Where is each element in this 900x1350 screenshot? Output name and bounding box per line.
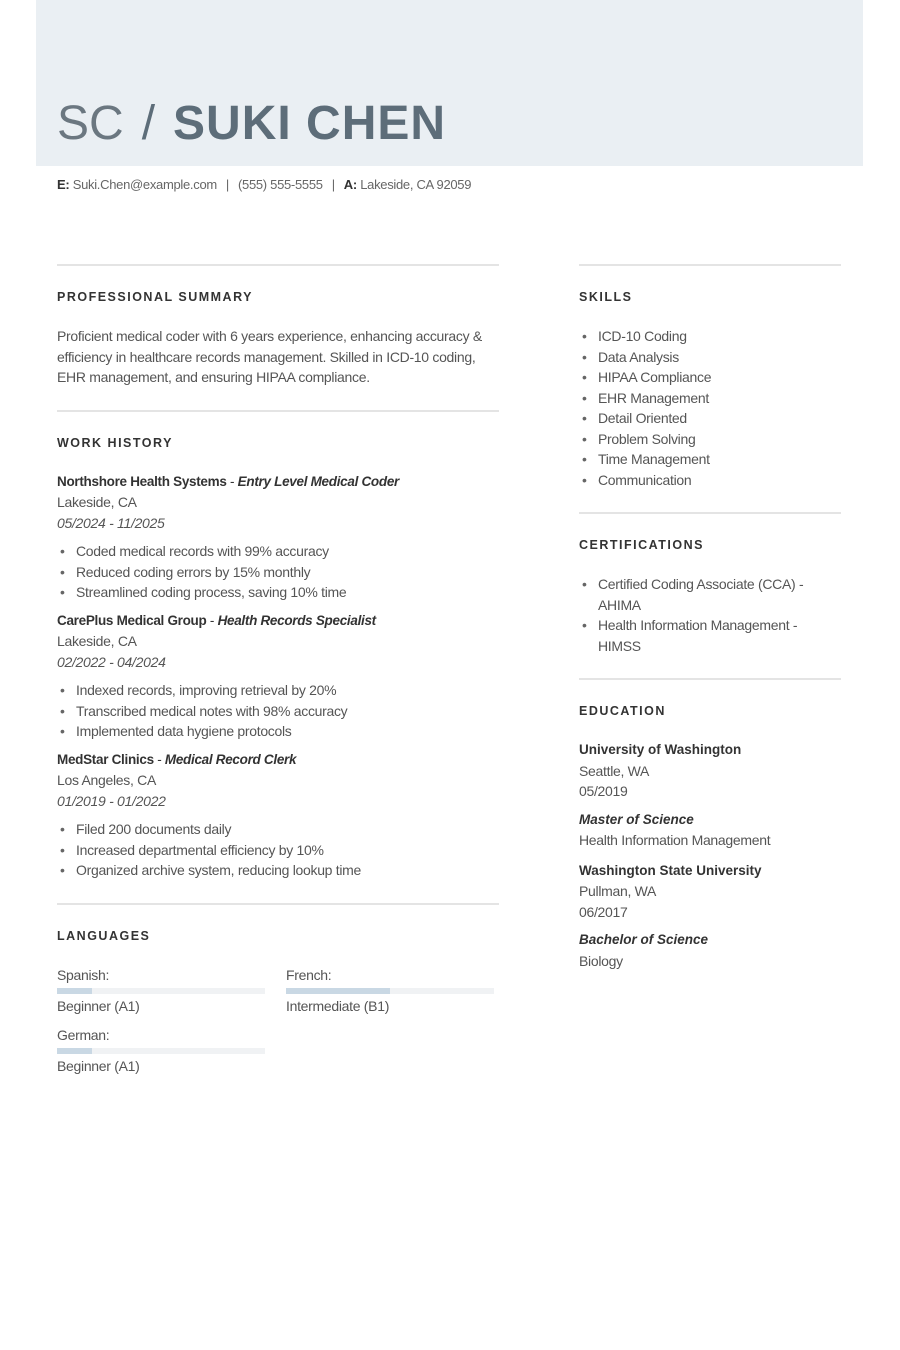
initials: SC [57,97,124,150]
skill-item: • Data Analysis [579,347,841,368]
skill-item: • Problem Solving [579,429,841,450]
summary-section [57,264,499,388]
job-bullet: • Implemented data hygiene protocols [57,721,499,742]
job-entry [57,472,499,603]
left-column [57,264,499,1099]
school-location: Pullman, WA [579,883,657,899]
skill-item: • Communication [579,470,841,491]
language-name: German: [57,1026,110,1043]
job-bullet: • Reduced coding errors by 15% monthly [57,562,499,583]
job-entry [57,611,499,742]
email-label: E: [57,177,70,192]
language-name: Spanish: [57,966,110,983]
company: CarePlus Medical Group [57,612,207,628]
job-bullet: • Organized archive system, reducing lookup time [57,860,499,881]
section-heading: LANGUAGES [57,928,151,943]
job-location: Lakeside, CA [57,633,137,649]
languages-section [57,903,499,1077]
school: University of Washington [579,742,742,757]
job-bullet: • Coded medical records with 99% accuracy [57,541,499,562]
divider: | [225,177,229,192]
skill-item: • Time Management [579,449,841,470]
address-label: A: [343,177,357,192]
divider: | [331,177,335,192]
full-name: SUKI CHEN [173,97,447,150]
job-entry [57,750,499,881]
language-item [286,965,494,1017]
section-heading: WORK HISTORY [57,435,173,450]
degree: Master of Science [579,811,694,827]
language-level: Intermediate (B1) [286,998,390,1014]
skill-item: • HIPAA Compliance [579,367,841,388]
skill-item: • Detail Oriented [579,408,841,429]
dash: - [206,612,218,628]
address: Lakeside, CA 92059 [360,177,472,192]
graduation-date: 05/2019 [579,783,628,799]
phone: (555) 555-5555 [237,177,323,192]
contact-line [57,177,471,192]
job-title: Entry Level Medical Coder [237,473,399,489]
language-level: Beginner (A1) [57,998,140,1014]
job-location: Los Angeles, CA [57,772,157,788]
section-heading: CERTIFICATIONS [579,538,704,552]
education-section [579,678,841,971]
language-item [57,965,265,1017]
job-bullet: • Indexed records, improving retrieval by 20% [57,680,499,701]
proficiency-fill [57,1048,92,1054]
email: Suki.Chen@example.com [72,177,217,192]
school-location: Seattle, WA [579,762,650,779]
education-entry [579,740,841,851]
language-level: Beginner (A1) [57,1058,140,1074]
school: Washington State University [579,862,762,878]
name-separator: / [141,97,156,150]
summary-text: Proficient medical coder with 6 years experience, enhancing accuracy & efficiency in healthcare records management. Skilled in ICD-10 coding, EHR management, and ensuring HIPAA compliance. [57,328,482,385]
job-heading [57,611,499,632]
right-column [579,264,841,993]
job-dates: 05/2024 - 11/2025 [57,514,165,531]
job-bullet: • Streamlined coding process, saving 10% time [57,582,499,603]
proficiency-bar [286,988,494,994]
skill-item: • ICD-10 Coding [579,326,841,347]
section-heading: SKILLS [579,290,633,304]
section-heading: EDUCATION [579,704,666,718]
degree: Bachelor of Science [579,932,709,947]
certifications-section [579,512,841,656]
proficiency-fill [286,988,390,994]
job-bullet: • Filed 200 documents daily [57,819,499,840]
job-title: Health Records Specialist [217,612,376,628]
dash: - [153,751,165,767]
company: MedStar Clinics [57,751,154,767]
job-bullet: • Increased departmental efficiency by 10% [57,840,499,861]
job-title: Medical Record Clerk [164,751,297,767]
skills-section [579,264,841,490]
dash: - [226,473,238,489]
candidate-name [57,96,446,151]
company: Northshore Health Systems [57,473,227,489]
job-dates: 02/2022 - 04/2024 [57,653,166,670]
proficiency-fill [57,988,92,994]
job-bullet: • Transcribed medical notes with 98% accuracy [57,701,499,722]
section-heading: PROFESSIONAL SUMMARY [57,290,253,304]
certification-item: • Health Information Management - HIMSS [579,615,841,656]
job-heading [57,472,499,493]
job-dates: 01/2019 - 01/2022 [57,792,166,809]
skill-item: • EHR Management [579,388,841,409]
graduation-date: 06/2017 [579,903,628,920]
job-heading [57,750,499,771]
education-entry [579,861,841,972]
language-name: French: [286,966,332,983]
work-history-section [57,410,499,881]
proficiency-bar [57,1048,265,1054]
language-item [57,1025,265,1077]
field-of-study: Biology [579,952,623,969]
certification-item: • Certified Coding Associate (CCA) - AHIMA [579,574,841,615]
proficiency-bar [57,988,265,994]
field-of-study: Health Information Management [579,832,771,848]
job-location: Lakeside, CA [57,494,137,510]
